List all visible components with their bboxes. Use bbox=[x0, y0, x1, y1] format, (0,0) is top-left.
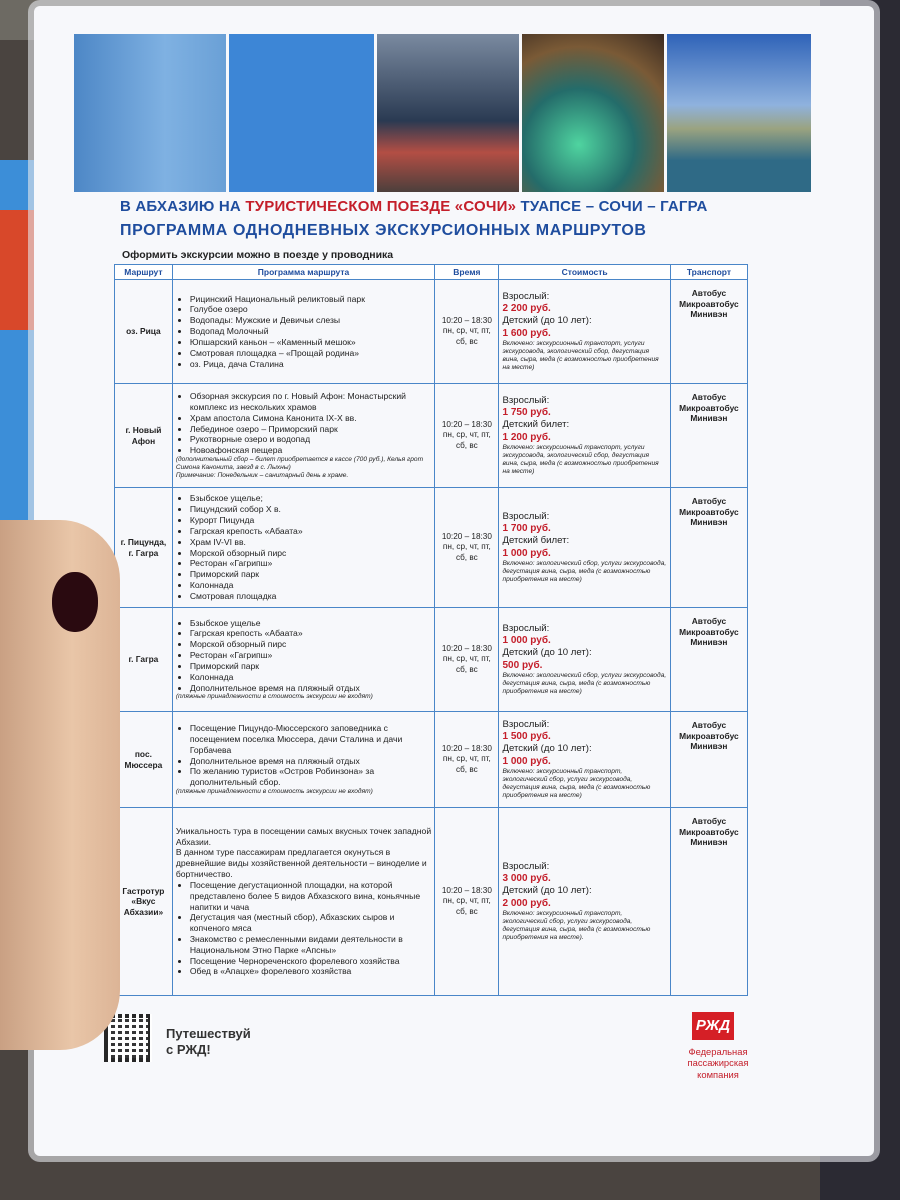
adult-label: Взрослый: bbox=[502, 510, 550, 522]
program-item: • Пицундский собор X в. bbox=[190, 504, 431, 515]
header-line-1: В АБХАЗИЮ НА ТУРИСТИЧЕСКОМ ПОЕЗДЕ «СОЧИ» ТУАПСЕ – СОЧИ – ГАГРА bbox=[120, 198, 708, 215]
child-label: Детский билет: bbox=[502, 419, 570, 431]
program-cell bbox=[172, 808, 434, 996]
cost-cell bbox=[499, 488, 670, 608]
route-cell: Гастротур «Вкус Абхазии» bbox=[115, 808, 173, 996]
photo-lake bbox=[667, 34, 811, 192]
program-item: • Колоннада bbox=[190, 580, 431, 591]
table-header-row bbox=[115, 265, 748, 280]
program-list bbox=[176, 723, 431, 788]
route-cell: г. Гагра bbox=[115, 608, 173, 712]
program-item: • Посещение Чернореченского форелевого хозяйства bbox=[190, 956, 431, 967]
program-list bbox=[176, 493, 431, 601]
adult-price: 1 500 руб. bbox=[502, 730, 551, 742]
col-header-program: Программа маршрута bbox=[172, 265, 434, 280]
program-item: • Курорт Пицунда bbox=[190, 515, 431, 526]
slogan-line-2: с РЖД! bbox=[166, 1042, 211, 1058]
route-cell: оз. Рица bbox=[115, 280, 173, 384]
program-item: • Посещение Пицундо-Мюссерского заповедника с посещением поселка Мюссера, дачи Сталина и дачи Горбачева bbox=[190, 723, 431, 755]
cost-cell bbox=[499, 808, 670, 996]
slogan bbox=[166, 1026, 251, 1059]
transport-cell: Автобус Микроавтобус Минивэн bbox=[670, 712, 747, 808]
adult-price: 2 200 руб. bbox=[502, 302, 551, 314]
photo-train-interior bbox=[377, 34, 519, 192]
cost-cell bbox=[499, 712, 670, 808]
program-item: • Приморский парк bbox=[190, 569, 431, 580]
program-item: • Обзорная экскурсия по г. Новый Афон: Монастырский комплекс из нескольких храмов bbox=[190, 391, 431, 413]
child-price: 500 руб. bbox=[502, 659, 543, 671]
program-cell bbox=[172, 488, 434, 608]
program-note: (пляжные принадлежности в стоимость экскурсии не входят) bbox=[175, 693, 373, 701]
program-item: • Ресторан «Гагрипш» bbox=[190, 650, 431, 661]
time-cell: 10:20 – 18:30 пн, ср, чт, пт, сб, вс bbox=[435, 384, 499, 488]
adult-label: Взрослый: bbox=[502, 622, 550, 634]
time-cell: 10:20 – 18:30 пн, ср, чт, пт, сб, вс bbox=[435, 808, 499, 996]
program-item: • Обед в «Апацхе» форелевого хозяйства bbox=[190, 966, 431, 977]
adult-label: Взрослый: bbox=[502, 860, 550, 872]
table-row bbox=[115, 280, 748, 384]
slogan-line-1: Путешествуй bbox=[166, 1026, 251, 1041]
photo-cave bbox=[522, 34, 664, 192]
transport-cell: Автобус Микроавтобус Минивэн bbox=[670, 808, 747, 996]
program-item: • Дополнительное время на пляжный отдых bbox=[190, 756, 431, 767]
adult-label: Взрослый: bbox=[502, 718, 550, 730]
col-header-transport: Транспорт bbox=[670, 265, 747, 280]
table-row bbox=[115, 488, 748, 608]
col-header-route: Маршрут bbox=[115, 265, 173, 280]
program-item: • Рицинский Национальный реликтовый парк bbox=[190, 294, 431, 305]
child-label: Детский (до 10 лет): bbox=[502, 743, 592, 755]
included-note: Включено: экскурсионный транспорт, экологический сбор, услуги экскурсовода, дегустация вина, сыра, меда (с возможностью приобретения на месте) bbox=[502, 768, 651, 800]
cost-cell bbox=[499, 384, 670, 488]
child-price: 1 600 руб. bbox=[502, 327, 551, 339]
program-item: • Морской обзорный пирс bbox=[190, 548, 431, 559]
route-cell: г. Новый Афон bbox=[115, 384, 173, 488]
cost-cell bbox=[499, 608, 670, 712]
program-item: • Храм апостола Симона Канонита IX-X вв. bbox=[190, 413, 431, 424]
adult-price: 1 700 руб. bbox=[502, 522, 551, 534]
program-item: • Смотровая площадка bbox=[190, 591, 431, 602]
program-item: • Юпшарский каньон – «Каменный мешок» bbox=[190, 337, 431, 348]
included-note: Включено: экологический сбор, услуги экскурсовода, дегустация вина, сыра, меда (с возможностью приобретения на месте) bbox=[502, 672, 667, 696]
time-cell: 10:20 – 18:30 пн, ср, чт, пт, сб, вс bbox=[435, 280, 499, 384]
program-intro: В данном туре пассажирам предлагается окунуться в древнейшие виды хозяйственной деятельности – виноделие и бортничество. bbox=[175, 847, 427, 880]
adult-label: Взрослый: bbox=[502, 394, 550, 406]
program-note: (дополнительный сбор – билет приобретается в кассе (700 руб.), Келья грот Симона Канонита, заезд в с. Лыхны) bbox=[175, 456, 424, 472]
program-item: • Храм IV-VI вв. bbox=[190, 537, 431, 548]
program-item: • Ресторан «Гагрипш» bbox=[190, 558, 431, 569]
excursion-table bbox=[114, 264, 748, 996]
transport-cell: Автобус Микроавтобус Минивэн bbox=[670, 608, 747, 712]
time-cell: 10:20 – 18:30 пн, ср, чт, пт, сб, вс bbox=[435, 488, 499, 608]
program-list bbox=[176, 391, 431, 456]
transport-cell: Автобус Микроавтобус Минивэн bbox=[670, 280, 747, 384]
route-cell: пос. Мюссера bbox=[115, 712, 173, 808]
program-cell bbox=[172, 712, 434, 808]
program-item: • По желанию туристов «Остров Робинзона» за дополнительный сбор. bbox=[190, 766, 431, 788]
program-list bbox=[176, 618, 431, 694]
program-item: • Дополнительное время на пляжный отдых bbox=[190, 683, 431, 694]
program-cell bbox=[172, 280, 434, 384]
program-item: • Посещение дегустационной площадки, на которой представлено более 5 видов Абхазского вина, коньячные напитки и чача bbox=[190, 880, 431, 912]
adult-price: 3 000 руб. bbox=[502, 872, 551, 884]
child-label: Детский (до 10 лет): bbox=[502, 315, 592, 327]
transport-cell: Автобус Микроавтобус Минивэн bbox=[670, 384, 747, 488]
fingernail bbox=[52, 572, 98, 632]
program-item: • Новоафонская пещера bbox=[190, 445, 431, 456]
photo-strip-blue bbox=[74, 34, 226, 192]
time-cell: 10:20 – 18:30 пн, ср, чт, пт, сб, вс bbox=[435, 608, 499, 712]
subtitle: Оформить экскурсии можно в поезде у проводника bbox=[122, 249, 394, 261]
program-item: • Знакомство с ремесленными видами деятельности в Национальном Этно Парке «Апсны» bbox=[190, 934, 431, 956]
program-note: (пляжные принадлежности в стоимость экскурсии не входят) bbox=[175, 788, 373, 796]
included-note: Включено: экскурсионный транспорт, услуги экскурсовода, экологический сбор, дегустация вина, сыра, меда (с возможностью приобретения на месте) bbox=[502, 444, 659, 476]
adult-label: Взрослый: bbox=[502, 290, 550, 302]
child-price: 1 200 руб. bbox=[502, 431, 551, 443]
program-item: • Гагрская крепость «Абаата» bbox=[190, 526, 431, 537]
program-item: • Дегустация чая (местный сбор), Абхазских сыров и копченого мяса bbox=[190, 912, 431, 934]
company-name: Федеральная пассажирская компания bbox=[687, 1046, 749, 1080]
program-item: • Бзыбское ущелье; bbox=[190, 493, 431, 504]
col-header-time: Время bbox=[435, 265, 499, 280]
child-price: 1 000 руб. bbox=[502, 755, 551, 767]
cost-cell bbox=[499, 280, 670, 384]
adult-price: 1 000 руб. bbox=[502, 634, 551, 646]
program-item: • Морской обзорный пирс bbox=[190, 639, 431, 650]
child-label: Детский билет: bbox=[502, 535, 570, 547]
table-row bbox=[115, 808, 748, 996]
child-price: 2 000 руб. bbox=[502, 897, 551, 909]
program-item: • Бзыбское ущелье bbox=[190, 618, 431, 629]
child-price: 1 000 руб. bbox=[502, 547, 551, 559]
program-item: • Колоннада bbox=[190, 672, 431, 683]
program-note: Примечание: Понедельник – санитарный день в храме. bbox=[175, 471, 349, 479]
transport-cell: Автобус Микроавтобус Минивэн bbox=[670, 488, 747, 608]
program-intro: Уникальность тура в посещении самых вкусных точек западной Абхазии. bbox=[175, 825, 432, 847]
adult-price: 1 750 руб. bbox=[502, 406, 551, 418]
col-header-cost: Стоимость bbox=[499, 265, 670, 280]
table-row bbox=[115, 384, 748, 488]
included-note: Включено: экскурсионный транспорт, экологический сбор, услуги экскурсовода, дегустация вина, сыра, меда (с возможностью приобретения на месте). bbox=[502, 910, 651, 942]
program-item: • Лебединое озеро – Приморский парк bbox=[190, 424, 431, 435]
program-list bbox=[176, 294, 431, 370]
page-title: ПРОГРАММА ОДНОДНЕВНЫХ ЭКСКУРСИОННЫХ МАРШРУТОВ bbox=[120, 222, 647, 239]
program-list bbox=[176, 880, 431, 977]
program-item: • оз. Рица, дача Сталина bbox=[190, 359, 431, 370]
table-row bbox=[115, 608, 748, 712]
time-cell: 10:20 – 18:30 пн, ср, чт, пт, сб, вс bbox=[435, 712, 499, 808]
photo-strip-solid bbox=[229, 34, 374, 192]
program-item: • Водопад Молочный bbox=[190, 326, 431, 337]
included-note: Включено: экскурсионный транспорт, услуги экскурсовода, экологический сбор, дегустация вина, сыра, меда (с возможностью приобретения на месте) bbox=[502, 340, 659, 372]
child-label: Детский (до 10 лет): bbox=[502, 647, 592, 659]
program-item: • Смотровая площадка – «Прощай родина» bbox=[190, 348, 431, 359]
program-item: • Голубое озеро bbox=[190, 304, 431, 315]
table-row bbox=[115, 712, 748, 808]
route-cell: г. Пицунда, г. Гагра bbox=[115, 488, 173, 608]
included-note: Включено: экологический сбор, услуги экскурсовода, дегустация вина, сыра, меда (с возможностью приобретения на месте) bbox=[502, 560, 667, 584]
program-cell bbox=[172, 608, 434, 712]
program-item: • Приморский парк bbox=[190, 661, 431, 672]
child-label: Детский (до 10 лет): bbox=[502, 885, 592, 897]
rzd-logo: РЖД bbox=[692, 1012, 734, 1040]
program-item: • Рукотворные озеро и водопад bbox=[190, 434, 431, 445]
program-item: • Водопады: Мужские и Девичьи слезы bbox=[190, 315, 431, 326]
program-item: • Гагрская крепость «Абаата» bbox=[190, 628, 431, 639]
program-cell bbox=[172, 384, 434, 488]
